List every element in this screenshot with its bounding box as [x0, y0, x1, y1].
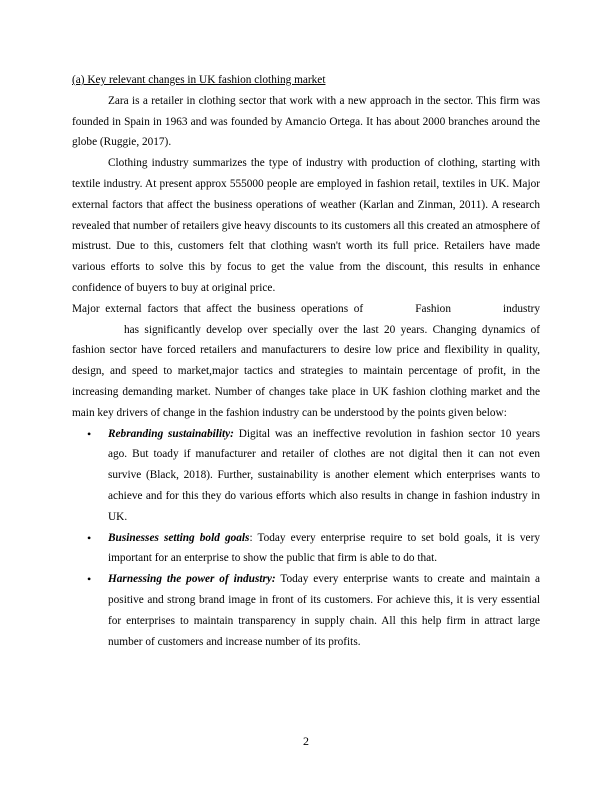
key-drivers-list: [72, 424, 540, 653]
bullet-icon: •: [87, 426, 92, 441]
section-heading: (a) Key relevant changes in UK fashion clothing market: [72, 74, 326, 86]
paragraph-zara-intro: Zara is a retailer in clothing sector that work with a new approach in the sector. This firm was founded in Spain in 1963 and was founded by Amancio Ortega. It has about 2000 branches around the globe (Ruggie, 2017).: [72, 94, 540, 149]
word-has: has: [124, 323, 140, 336]
bullet-text: : Today every enterprise require to set bold goals, it is very important for an enterprise to show the public that firm is able to do that.: [108, 531, 540, 565]
document-page: [72, 70, 540, 652]
bullet-title: Harnessing the power of industry:: [108, 573, 276, 586]
list-item: [72, 424, 540, 528]
word-fashion: Fashion: [415, 302, 451, 315]
bullet-text: Today every enterprise wants to create and maintain a positive and strong brand image in front of its customers. For achieve this, it is very essential for enterprises to maintain transparency in supply chain. All this help firm in attract large number of customers and increase number of its profits.: [108, 573, 540, 648]
bullet-text: Digital was an ineffective revolution in fashion sector 10 years ago. But toady if manufacturer and retailer of clothes are not digital then it can not even survive (Black, 2018). Further, sustainability is another element which enterprises wants to achieve and for this they do various efforts which also results in change in fashion industry in UK.: [108, 427, 540, 523]
paragraph-external-factors-rest: significantly develop over specially over the last 20 years. Changing dynamics of fashion sector have forced retailers and manufacturers to desire low price and flexibility in quality, design, and speed to market,major tactics and strategies to maintain percentage of profit, in the increasing demanding market. Number of changes take place in UK fashion clothing market and the main key drivers of change in the fashion industry can be understood by the points given below:: [72, 323, 540, 419]
list-item: [72, 569, 540, 652]
paragraph-clothing-industry: Clothing industry summarizes the type of industry with production of clothing, starting with textile industry. At present approx 555000 people are employed in fashion retail, textiles in UK. Major external factors that affect the business operations of weather (Karlan and Zinman, 2011). A research revealed that number of retailers give heavy discounts to its customers all this created an atmosphere of mistrust. Due to this, customers felt that clothing wasn't worth its full price. Retailers have made various efforts to solve this by focus to get the value from the discount, this results in enhance confidence of buyers to buy at original price.: [72, 157, 540, 294]
bullet-icon: •: [87, 572, 92, 587]
page-number: 2: [303, 734, 309, 748]
bullet-title: Rebranding sustainability:: [108, 427, 234, 440]
paragraph-external-factors: [72, 299, 540, 424]
word-industry: industry: [502, 302, 540, 315]
bullet-title: Businesses setting bold goals: [108, 531, 250, 544]
bullet-icon: •: [87, 530, 92, 545]
list-item: [72, 528, 540, 570]
paragraph-external-factors-start: Major external factors that affect the business operations of: [72, 302, 364, 315]
